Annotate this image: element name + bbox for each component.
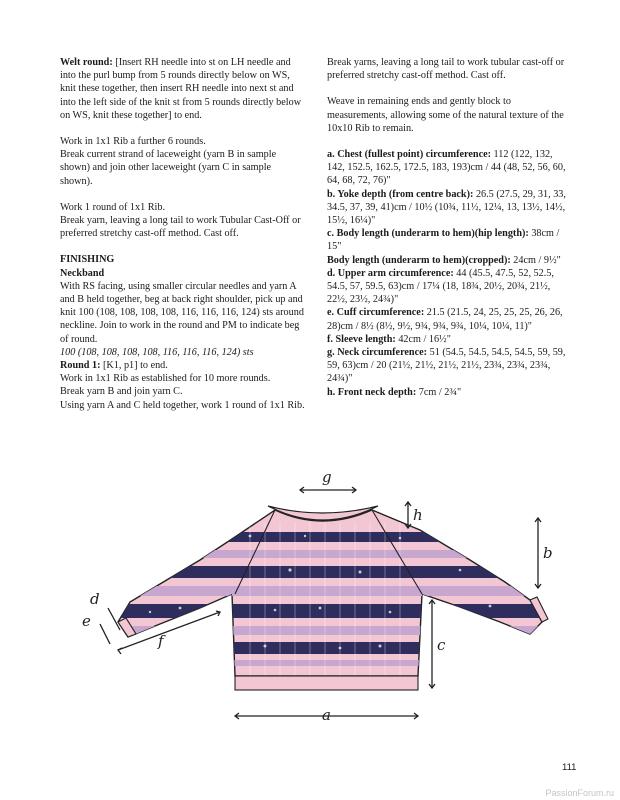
measurement-item <box>327 333 567 346</box>
welt-round-text: [Insert RH needle into st on LH needle and into the purl bump from 5 rounds directly below on WS, knit these together, then insert RH needle into next st and into the left side of the knit st from 5 rounds directly below on WS, knit these together] to end. <box>60 57 302 121</box>
measurement-value: 112 (122, 132, 142, 152.5, 162.5, 172.5, 183, 193)cm / 44 (48, 52, 56, 60, 64, 68, 72, 76)" <box>327 149 566 187</box>
measurement-label: b. Yoke depth (from centre back): <box>327 188 474 200</box>
welt-round-paragraph <box>60 56 306 122</box>
stripe-navy <box>60 642 580 654</box>
stripe-lilac <box>60 586 580 596</box>
measurement-value: 21.5 (21.5, 24, 25, 25, 25, 26, 26, 28)cm / 8½ (8½, 9½, 9¾, 9¾, 9¾, 10¼, 10¼, 11)" <box>327 307 563 332</box>
finishing-title: FINISHING <box>60 254 115 266</box>
measurement-label: h. Front neck depth: <box>327 386 417 398</box>
measurement-item <box>327 148 567 188</box>
neckband-stitch-count: 100 (108, 108, 108, 108, 116, 116, 116, 124) sts <box>60 346 254 358</box>
measurement-value: 26.5 (27.5, 29, 31, 33, 34.5, 37, 39, 41)cm / 10½ (10¾, 11½, 12¼, 13, 13½, 14½, 15½, 16¼)" <box>327 188 566 227</box>
using-yarn-text: Using yarn A and C held together, work 1 round of 1x1 Rib. <box>60 399 305 411</box>
measurement-item <box>327 267 567 307</box>
hem-band <box>235 676 418 690</box>
measurement-item <box>327 254 567 267</box>
measurement-label: g. Neck circumference: <box>327 347 428 359</box>
measurement-value: 44 (45.5, 47.5, 52, 52.5, 54.5, 57, 59.5, 63)cm / 17¼ (18, 18¾, 20½, 20¾, 21½, 22½, 23½, 24¾)" <box>327 267 554 306</box>
stripe-navy <box>60 566 580 578</box>
stripe-navy <box>60 532 580 542</box>
measurement-label: d. Upper arm circumference: <box>327 267 454 279</box>
neckband-title: Neckband <box>60 267 105 279</box>
work-round-text: Work 1 round of 1x1 Rib. <box>60 201 166 213</box>
label-c: c <box>437 636 446 654</box>
measurement-value: 51 (54.5, 54.5, 54.5, 54.5, 59, 59, 59, 63)cm / 20 (21½, 21½, 21½, 21½, 23¾, 23¾, 23¾, 24¾)" <box>327 347 566 385</box>
right-column <box>327 56 567 399</box>
measurement-value: 7cm / 2¾" <box>416 386 462 398</box>
page-number: 111 <box>562 762 577 773</box>
label-a: a <box>322 706 331 724</box>
measurement-item <box>327 346 567 386</box>
arrow-e <box>100 624 110 644</box>
label-f: f <box>158 632 164 650</box>
measurements-list <box>327 148 567 399</box>
castoff-text: Break yarn, leaving a long tail to work Tubular Cast-Off or preferred stretchy cast-off method. Cast off. <box>60 215 301 240</box>
stripe-lilac <box>60 660 580 666</box>
left-column <box>60 56 306 412</box>
measurement-item <box>327 188 567 228</box>
measurement-item <box>327 386 567 399</box>
round-1-text: [K1, p1] to end. <box>100 360 168 372</box>
round-1-line <box>60 359 306 372</box>
weave-paragraph: Weave in remaining ends and gently block to measurements, allowing some of the natural texture of the 10x10 Rib to remain. <box>327 96 564 134</box>
neckband-text: With RS facing, using smaller circular needles and yarn A and B held together, beg at back right shoulder, pick up and knit 100 (108, 108, 108, 108, 116, 116, 116, 124) sts around neckline. Join to work in the round and PM to indicate beg of round. <box>60 280 304 345</box>
measurement-label: a. Chest (fullest point) circumference: <box>327 149 491 161</box>
work-rib-more-text: Work in 1x1 Rib as established for 10 more rounds. <box>60 373 271 385</box>
round-castoff-paragraph <box>60 201 306 241</box>
neckband-heading <box>60 267 306 280</box>
measurement-item <box>327 306 567 332</box>
sweater-schematic-diagram <box>60 462 580 747</box>
measurement-value: 42cm / 16½" <box>395 333 451 345</box>
round-1-title: Round 1: <box>60 360 101 372</box>
break-yarns-paragraph: Break yarns, leaving a long tail to work tubular cast-off or preferred stretchy cast-off method. Cast off. <box>327 57 565 82</box>
stripe-navy <box>60 604 580 618</box>
measurement-label: f. Sleeve length: <box>327 333 396 345</box>
break-join-text: Break yarn B and join yarn C. <box>60 386 183 398</box>
measurement-label: c. Body length (underarm to hem)(hip length): <box>327 228 529 240</box>
label-e: e <box>82 612 91 630</box>
label-h: h <box>413 506 423 524</box>
break-yarn-text: Break current strand of laceweight (yarn B in sample shown) and join other laceweight (yarn C in sample shown). <box>60 149 277 187</box>
label-b: b <box>543 544 553 562</box>
measurement-item <box>327 227 567 253</box>
arrow-d <box>108 608 120 630</box>
welt-round-title: Welt round: <box>60 57 113 68</box>
label-d: d <box>90 590 100 608</box>
stripe-lilac <box>60 550 580 558</box>
rib-break-paragraph <box>60 135 306 188</box>
work-rib-text: Work in 1x1 Rib a further 6 rounds. <box>60 136 206 148</box>
label-g: g <box>322 468 332 486</box>
measurement-label: Body length (underarm to hem)(cropped): <box>327 254 511 266</box>
measurement-label: e. Cuff circumference: <box>327 307 425 319</box>
watermark: PassionForum.ru <box>545 788 614 798</box>
finishing-heading <box>60 253 306 266</box>
measurement-value: 38cm / 15" <box>327 228 560 253</box>
measurement-value: 24cm / 9½" <box>510 254 561 266</box>
